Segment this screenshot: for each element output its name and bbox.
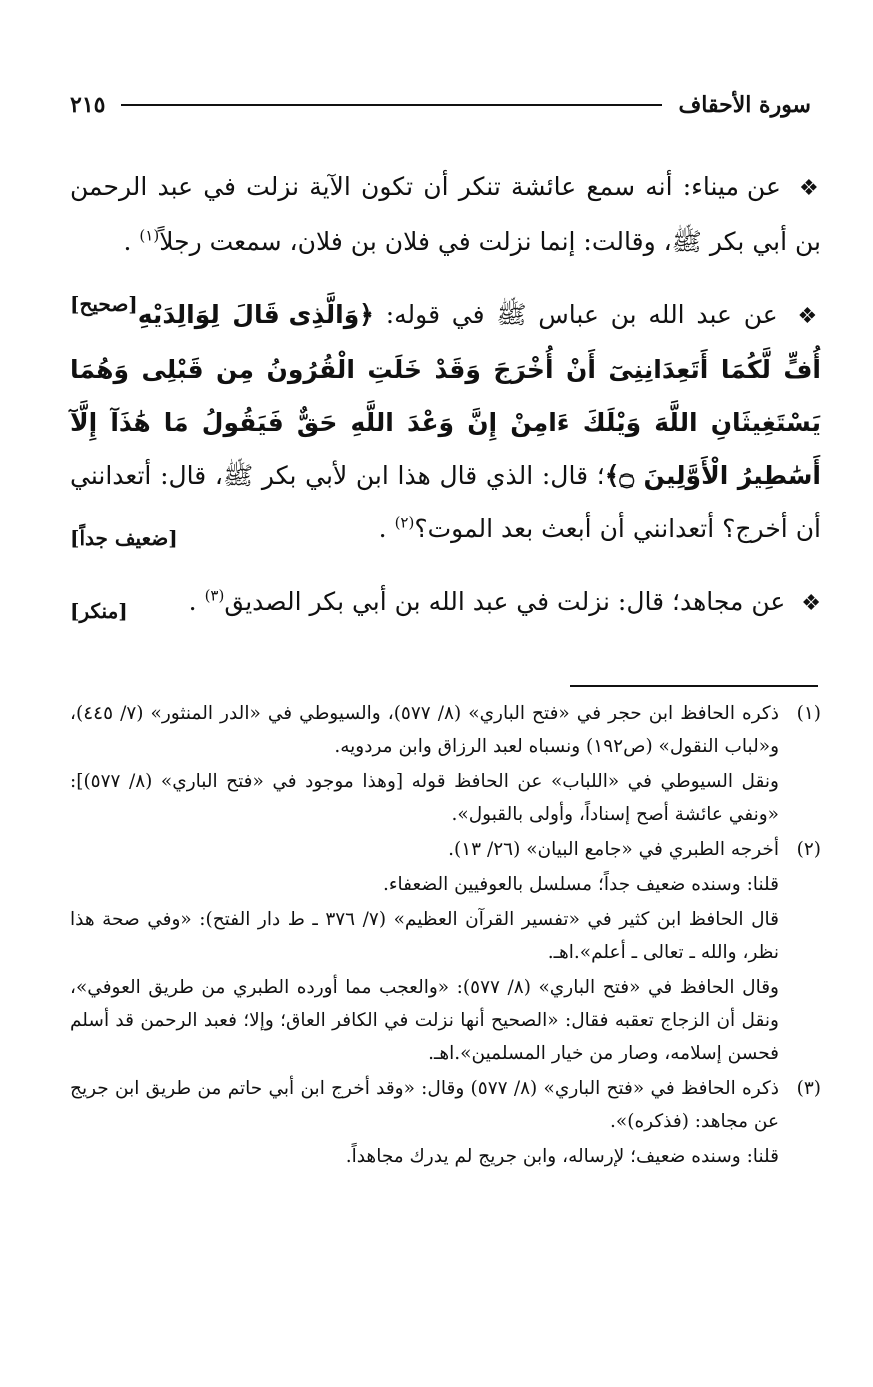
narration-end: .: [188, 587, 197, 616]
header-rule: [121, 104, 662, 106]
footnotes: [70, 697, 821, 1173]
narration-end: .: [378, 514, 387, 543]
footnote-paragraph: قلنا: وسنده ضعيف جداً؛ مسلسل بالعوفيين الضعفاء.: [382, 874, 779, 895]
footnote-body: [70, 1072, 779, 1173]
footnote-paragraph: أخرجه الطبري في «جامع البيان» (٢٦/ ١٣).: [448, 839, 779, 860]
narration-text: عن ميناء: أنه سمع عائشة تنكر أن تكون الآية نزلت في عبد الرحمن بن أبي بكر ﷺ، وقالت: إنما نزلت في فلان بن فلان، سمعت رجلاً: [70, 172, 821, 256]
footnote-paragraph: قال الحافظ ابن كثير في «تفسير القرآن العظيم» (٧/ ٣٧٦ ـ ط دار الفتح): «وفي صحة هذا نظر، والله ـ تعالى ـ أعلم».اهـ.: [70, 909, 779, 963]
footnote-paragraph: ذكره الحافظ في «فتح الباري» (٨/ ٥٧٧) وقال: «وقد أخرج ابن أبي حاتم من طريق ابن جريج عن مجاهد: (فذكره)».: [70, 1078, 779, 1132]
narration-text: عن مجاهد؛ قال: نزلت في عبد الله بن أبي بكر الصديق: [224, 587, 786, 616]
main-text: [70, 160, 821, 638]
footnote-number: (٢): [796, 839, 821, 860]
footnote-ref: (١): [139, 226, 160, 245]
footnote-body: [70, 697, 779, 831]
hadith-grade: [ضعيف جداً]: [70, 526, 178, 550]
footnote-separator: [570, 685, 818, 687]
footnote-body: [70, 833, 779, 1070]
hadith-grade: [صحيح]: [70, 292, 138, 316]
footnote-paragraph: قلنا: وسنده ضعيف؛ لإرساله، وابن جريج لم يدرك مجاهداً.: [345, 1146, 779, 1167]
footnote-number: (٣): [796, 1078, 821, 1099]
footnote-3: [70, 1072, 821, 1173]
surah-title: سورة الأحقاف: [678, 92, 811, 118]
footnote-1: [70, 697, 821, 831]
narration-end: .: [123, 227, 132, 256]
footnote-paragraph: وقال الحافظ في «فتح الباري» (٨/ ٥٧٧): «والعجب مما أورده الطبري من طريق العوفي»، ونقل أن الزجاج تعقبه فقال: «الصحيح أنها نزلت في الكافر العاق؛ وإلا؛ فعبد الرحمن قد أسلم فحسن إسلامه، وصار من خيار المسلمين».اهـ.: [70, 977, 779, 1064]
bullet-icon: ❖: [799, 176, 821, 201]
footnote-ref: (٢): [394, 513, 415, 532]
footnote-paragraph: ونقل السيوطي في «اللباب» عن الحافظ قوله [وهذا موجود في «فتح الباري» (٨/ ٥٧٧)]: «ونفي عائشة أصح إسناداً، وأولى بالقبول».: [70, 771, 779, 825]
footnote-ref: (٣): [204, 586, 225, 605]
footnote-2: [70, 833, 821, 1070]
narration-2: [70, 288, 821, 555]
narration-text: عن عبد الله بن عباس ﷺ في قوله:: [385, 300, 778, 329]
narration-3: [70, 575, 821, 630]
narration-text: ؛ قال: الذي قال هذا ابن لأبي بكر ﷺ، قال: أتعدانني أن أخرج؟ أتعدانني أن أبعث بعد الموت؟: [70, 461, 821, 543]
bullet-icon: ❖: [801, 591, 821, 616]
quran-verse: ﴿وَالَّذِى قَالَ لِوَالِدَيْهِ أُفٍّ لَّكُمَا أَتَعِدَانِنِىٓ أَنْ أُخْرَجَ وَقَدْ خَلَتِ الْقُرُونُ مِن قَبْلِى وَهُمَا يَسْتَغِيثَانِ اللَّهَ وَيْلَكَ ءَامِنْ إِنَّ وَعْدَ اللَّهِ حَقٌّ فَيَقُولُ مَا هَٰذَآ إِلَّآ أَسَٰطِيرُ الْأَوَّلِينَ ۝﴾: [70, 300, 821, 490]
hadith-grade: [منكر]: [70, 599, 128, 623]
page-number: ٢١٥: [70, 92, 106, 118]
bullet-icon: ❖: [797, 304, 821, 329]
footnote-paragraph: ذكره الحافظ ابن حجر في «فتح الباري» (٨/ ٥٧٧)، والسيوطي في «الدر المنثور» (٧/ ٤٤٥)، و«لباب النقول» (ص١٩٢) ونسباه لعبد الرزاق وابن مردويه.: [70, 703, 779, 757]
running-header: [70, 88, 811, 122]
footnote-number: (١): [796, 703, 821, 724]
